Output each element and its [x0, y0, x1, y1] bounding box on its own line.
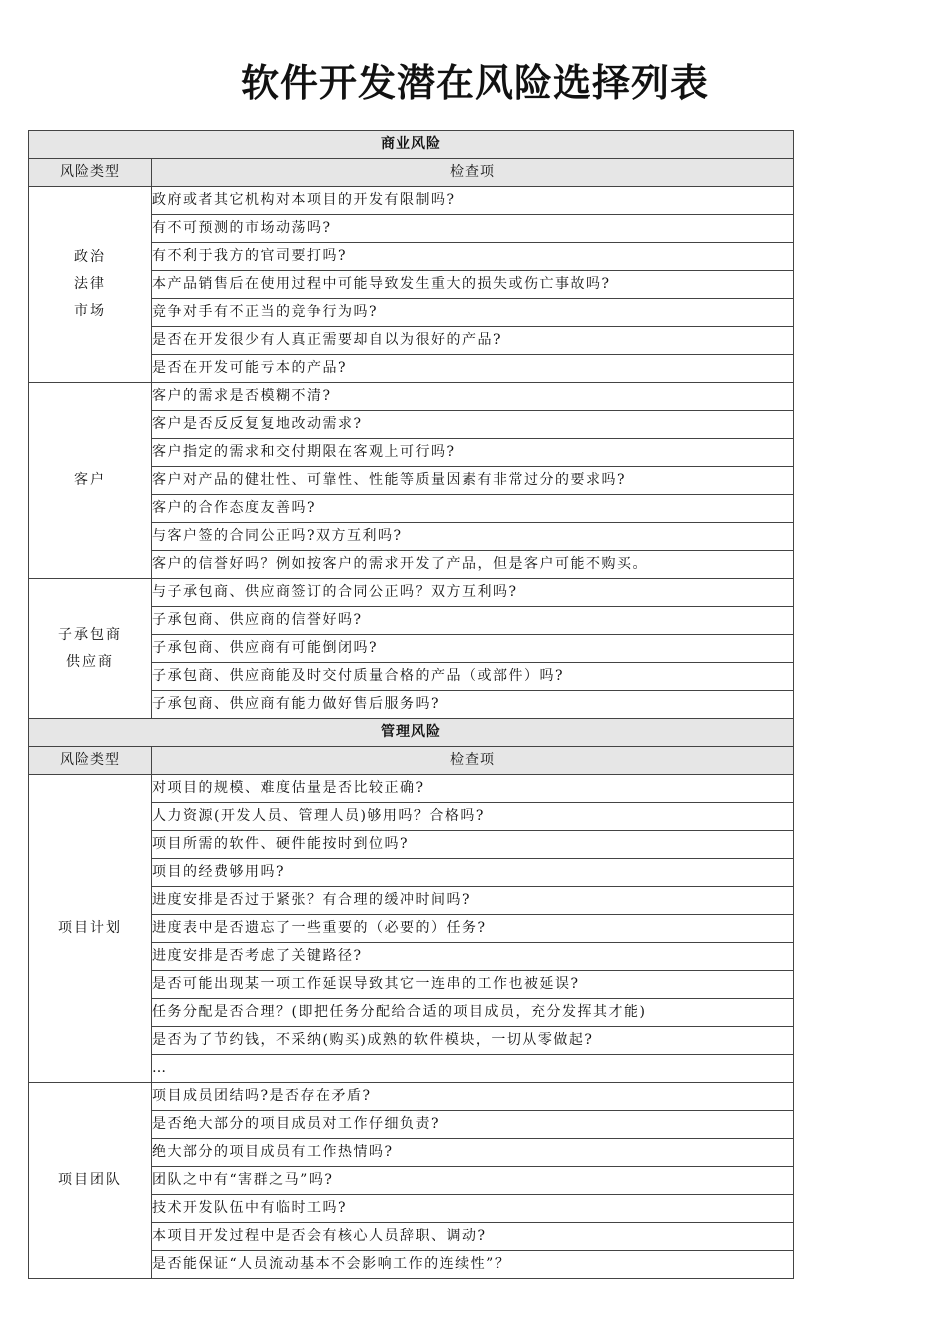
table-row: [29, 187, 794, 215]
check-item: 客户指定的需求和交付期限在客观上可行吗?: [152, 439, 794, 467]
check-item: 人力资源(开发人员、管理人员)够用吗？合格吗?: [152, 803, 794, 831]
risk-category-label: 法律: [74, 276, 106, 292]
section-row: [29, 719, 794, 747]
risk-category-cell: [29, 187, 152, 383]
check-item: 是否在开发可能亏本的产品?: [152, 355, 794, 383]
check-item: 客户的需求是否模糊不清?: [152, 383, 794, 411]
check-item: …: [152, 1055, 794, 1083]
header-row: [29, 159, 794, 187]
check-item: 与客户签的合同公正吗?双方互利吗?: [152, 523, 794, 551]
check-item: 客户的合作态度友善吗?: [152, 495, 794, 523]
check-item: 绝大部分的项目成员有工作热情吗?: [152, 1139, 794, 1167]
risk-category-label: 客户: [74, 472, 106, 488]
check-item: 子承包商、供应商能及时交付质量合格的产品（或部件）吗?: [152, 663, 794, 691]
check-item: 子承包商、供应商有能力做好售后服务吗?: [152, 691, 794, 719]
check-item: 项目的经费够用吗?: [152, 859, 794, 887]
risk-category-label: 项目团队: [58, 1172, 122, 1188]
check-item: 是否可能出现某一项工作延误导致其它一连串的工作也被延误?: [152, 971, 794, 999]
risk-category-cell: [29, 579, 152, 719]
check-item: 与子承包商、供应商签订的合同公正吗？双方互利吗?: [152, 579, 794, 607]
column-header-risk-type: 风险类型: [29, 159, 152, 187]
check-item: 政府或者其它机构对本项目的开发有限制吗?: [152, 187, 794, 215]
check-item: 项目所需的软件、硬件能按时到位吗?: [152, 831, 794, 859]
header-row: [29, 747, 794, 775]
table-row: [29, 1083, 794, 1111]
check-item: 技术开发队伍中有临时工吗?: [152, 1195, 794, 1223]
risk-category-label: 子承包商: [58, 626, 122, 643]
check-item: 客户的信誉好吗？例如按客户的需求开发了产品，但是客户可能不购买。: [152, 551, 794, 579]
table-row: [29, 775, 794, 803]
check-item: 项目成员团结吗?是否存在矛盾?: [152, 1083, 794, 1111]
risk-category-label: 市场: [74, 303, 106, 319]
check-item: 客户是否反反复复地改动需求?: [152, 411, 794, 439]
check-item: 进度安排是否考虑了关键路径?: [152, 943, 794, 971]
risk-category-cell: [29, 1083, 152, 1279]
check-item: 子承包商、供应商有可能倒闭吗?: [152, 635, 794, 663]
check-item: 对项目的规模、难度估量是否比较正确?: [152, 775, 794, 803]
check-item: 客户对产品的健壮性、可靠性、性能等质量因素有非常过分的要求吗?: [152, 467, 794, 495]
check-item: 本产品销售后在使用过程中可能导致发生重大的损失或伤亡事故吗?: [152, 271, 794, 299]
check-item: 是否在开发很少有人真正需要却自以为很好的产品?: [152, 327, 794, 355]
page-title: 软件开发潜在风险选择列表: [240, 61, 709, 105]
section-row: [29, 131, 794, 159]
check-item: 子承包商、供应商的信誉好吗?: [152, 607, 794, 635]
section-title: 管理风险: [29, 719, 794, 747]
check-item: 有不利于我方的官司要打吗?: [152, 243, 794, 271]
risk-category-cell: [29, 775, 152, 1083]
check-item: 竞争对手有不正当的竞争行为吗?: [152, 299, 794, 327]
check-item: 是否能保证“人员流动基本不会影响工作的连续性”？: [152, 1251, 794, 1279]
check-item: 有不可预测的市场动荡吗?: [152, 215, 794, 243]
column-header-check-item: 检查项: [152, 159, 794, 187]
check-item: 进度表中是否遗忘了一些重要的（必要的）任务?: [152, 915, 794, 943]
risk-category-label: 供应商: [66, 653, 114, 670]
table-row: [29, 579, 794, 607]
section-title: 商业风险: [29, 131, 794, 159]
check-item: 任务分配是否合理？(即把任务分配给合适的项目成员，充分发挥其才能): [152, 999, 794, 1027]
table-row: [29, 383, 794, 411]
risk-checklist-table: [28, 130, 794, 1279]
column-header-risk-type: 风险类型: [29, 747, 152, 775]
column-header-check-item: 检查项: [152, 747, 794, 775]
check-item: 团队之中有“害群之马”吗?: [152, 1167, 794, 1195]
risk-category-label: 政治: [74, 249, 106, 265]
risk-category-cell: [29, 383, 152, 579]
risk-category-label: 项目计划: [58, 920, 122, 936]
check-item: 进度安排是否过于紧张？有合理的缓冲时间吗?: [152, 887, 794, 915]
check-item: 是否绝大部分的项目成员对工作仔细负责?: [152, 1111, 794, 1139]
check-item: 是否为了节约钱，不采纳(购买)成熟的软件模块，一切从零做起?: [152, 1027, 794, 1055]
check-item: 本项目开发过程中是否会有核心人员辞职、调动?: [152, 1223, 794, 1251]
